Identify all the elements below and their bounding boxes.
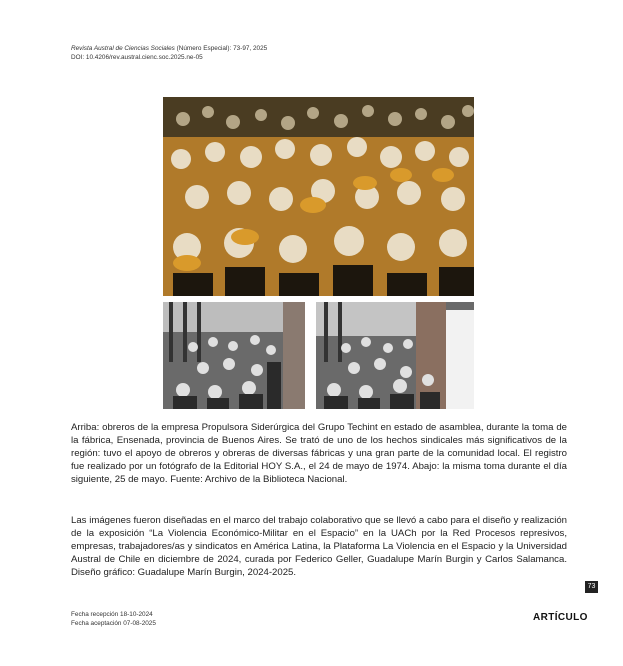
journal-issue: (Número Especial): 73-97, 2025: [174, 45, 268, 52]
photo-takeover-right: [316, 302, 474, 409]
photo-workers-assembly: [163, 97, 474, 296]
journal-title: Revista Austral de Ciencias Sociales: [71, 45, 175, 52]
doi: DOI: 10.4206/rev.austral.cienc.soc.2025.ne-05: [71, 54, 203, 61]
photo-takeover-left: [163, 302, 305, 409]
date-accepted: Fecha aceptación 07-08-2025: [71, 619, 156, 627]
journal-line: [71, 44, 267, 53]
submission-dates: [71, 611, 156, 628]
date-received: Fecha recepción 18-10-2024: [71, 611, 153, 618]
photo-caption: Arriba: obreros de la empresa Propulsora Siderúrgica del Grupo Techint en estado de asamblea, durante la toma de la fábrica, Ensenada, provincia de Buenos Aires. Se trató de uno de los hechos sindicales más significativos de la región: tuvo el apoyo de obreros y obreras de diversas fábricas y una gran parte de la comunidad local. El registro fue realizado por un fotógrafo de la Editorial HOY S.A., el 24 de mayo de 1974. Abajo: la misma toma durante el día siguiente, 25 de mayo. Fuente: Archivo de la Biblioteca Nacional.: [71, 422, 567, 485]
page-number: 73: [585, 581, 598, 593]
section-label: ARTÍCULO: [533, 612, 588, 623]
design-credits: Las imágenes fueron diseñadas en el marco del trabajo colaborativo que se llevó a cabo para el diseño y realización de la exposición “La Violencia Económico-Militar en el Espacio” en la UACh por la Red Procesos represivos, empresas, trabajadores/as y sindicatos en América Latina, la Plataforma La Violencia en el Espacio y la Universidad Austral de Chile en diciembre de 2024, curada por Federico Geller, Guadalupe Marín Burgin y Carlos Salamanca. Diseño gráfico: Guadalupe Marín Burgin, 2024-2025.: [71, 515, 567, 578]
running-header: [71, 44, 267, 62]
